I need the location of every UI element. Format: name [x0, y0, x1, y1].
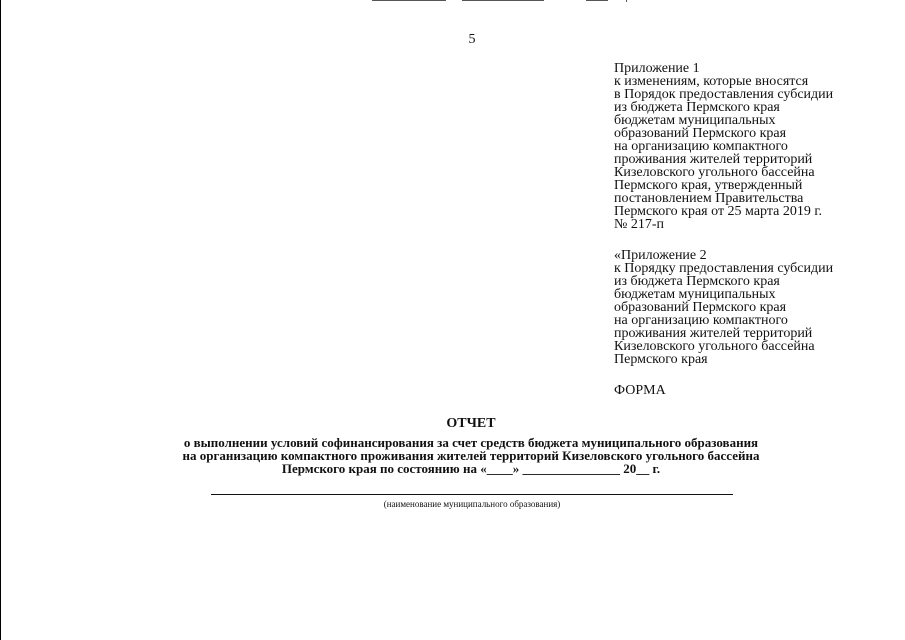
appendix-2-line: к Порядку предоставления субсидии: [614, 261, 834, 276]
appendix-2-line: «Приложение 2: [614, 248, 707, 263]
appendix-2-line: Пермского края: [614, 352, 708, 367]
top-rule-2: [462, 0, 544, 1]
municipality-caption: (наименование муниципального образования): [383, 499, 561, 509]
top-rule-1: [372, 0, 446, 1]
appendix-1-line: № 217-п: [614, 217, 665, 232]
municipality-name-line: [211, 494, 733, 495]
report-title: ОТЧЕТ: [446, 416, 496, 431]
appendix-2-line: образований Пермского края: [614, 300, 787, 315]
appendix-1-line: Пермского края, утвержденный: [614, 178, 803, 193]
appendix-2-line: Кизеловского угольного бассейна: [614, 339, 815, 354]
appendix-2-block: [614, 249, 884, 366]
page-number: 5: [468, 32, 476, 47]
form-label: ФОРМА: [614, 383, 666, 398]
report-subtitle: [0, 436, 905, 475]
appendix-1-line: из бюджета Пермского края: [614, 100, 780, 115]
appendix-1-line: образований Пермского края: [614, 126, 787, 141]
report-subtitle-line: на организацию компактного проживания жителей территорий Кизеловского угольного бассейна: [182, 448, 760, 463]
appendix-2-line: на организацию компактного: [614, 313, 788, 328]
report-subtitle-line: Пермского края по состоянию на «____» _______________ 20__ г.: [281, 461, 661, 476]
appendix-1-line: Приложение 1: [614, 61, 700, 76]
appendix-1-line: к изменениям, которые вносятся: [614, 74, 809, 89]
appendix-2-line: проживания жителей территорий: [614, 326, 813, 341]
appendix-2-line: из бюджета Пермского края: [614, 274, 780, 289]
appendix-1-line: Кизеловского угольного бассейна: [614, 165, 815, 180]
appendix-2-line: бюджетам муниципальных: [614, 287, 776, 302]
appendix-1-line: Пермского края от 25 марта 2019 г.: [614, 204, 823, 219]
appendix-1-line: в Порядок предоставления субсидии: [614, 87, 834, 102]
report-subtitle-line: о выполнении условий софинансирования за счет средств бюджета муниципального образования: [183, 435, 759, 450]
appendix-1-block: [614, 62, 884, 231]
appendix-1-line: на организацию компактного: [614, 139, 788, 154]
appendix-1-line: бюджетам муниципальных: [614, 113, 776, 128]
appendix-1-line: постановлением Правительства: [614, 191, 804, 206]
top-tick: [626, 0, 627, 2]
top-rule-3: [586, 0, 608, 1]
page-left-edge: [0, 0, 1, 640]
appendix-1-line: проживания жителей территорий: [614, 152, 813, 167]
